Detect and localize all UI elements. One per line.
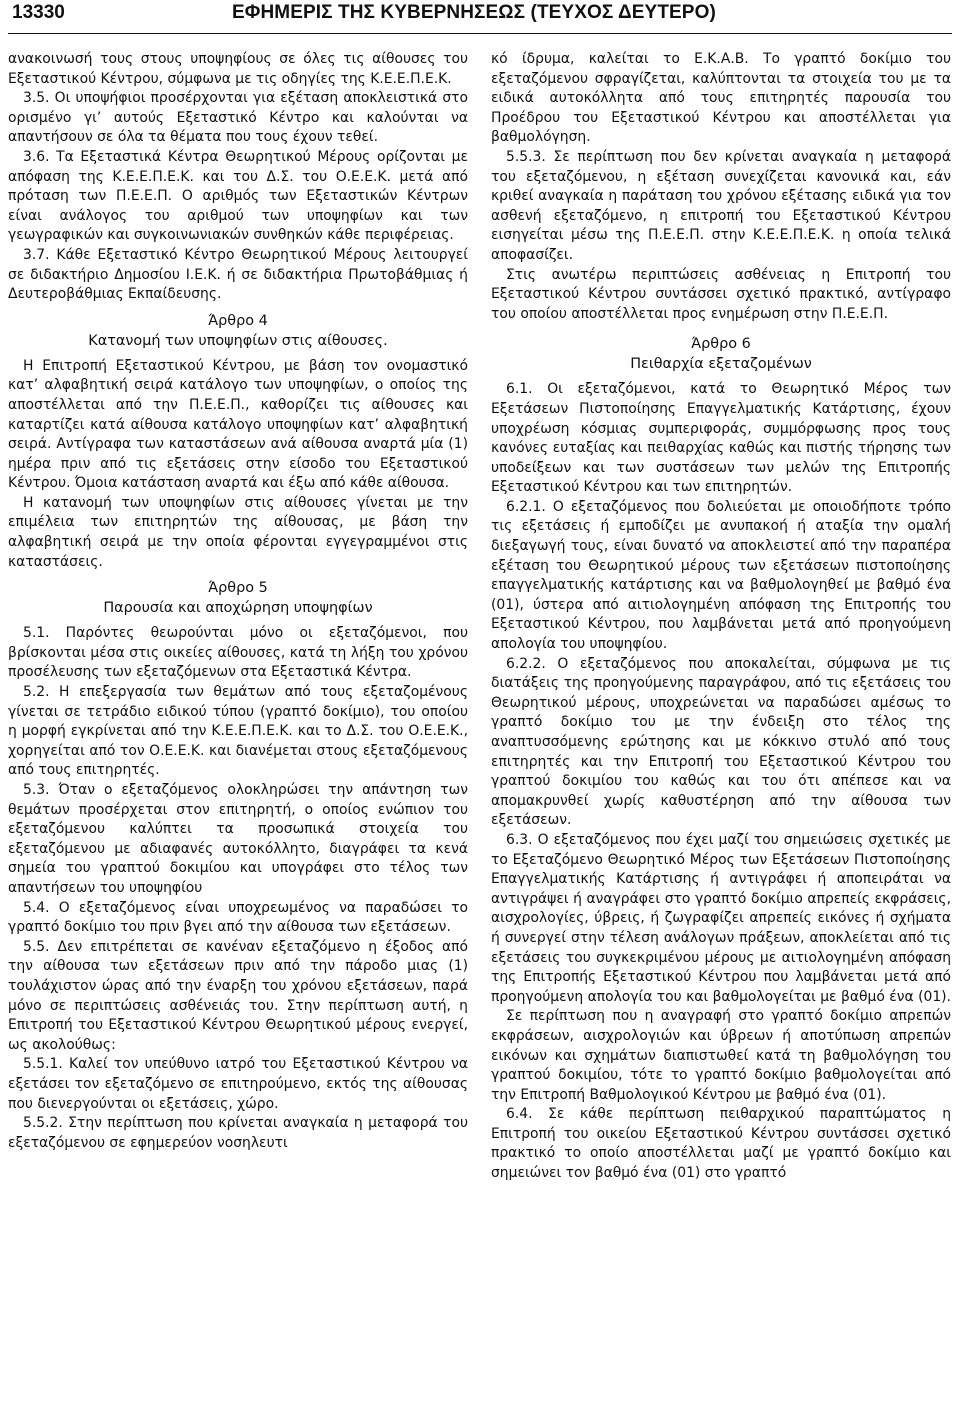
paragraph-5-4: 5.4. Ο εξεταζόμενος είναι υποχρεωμένος να παραδώσει το γραπτό δοκίμιο του πριν βγει από την αίθουσα των εξετάσεων. [8,899,468,936]
right-column [491,50,951,1184]
article-5-heading: Άρθρο 5 [208,580,268,597]
paragraph: κό ίδρυμα, καλείται το Ε.Κ.Α.Β. Το γραπτό δοκίμιο του εξεταζόμενου σφραγίζεται, καλύπτονται τα στοιχεία του με τα ειδικά αυτοκόλλητα από τους επιτηρητές παρουσία του Προέδρου του Εξεταστικού Κέντρου και αποστέλλεται για βαθμολόγηση. [491,51,951,146]
paragraph: Η κατανομή των υποψηφίων στις αίθουσες γίνεται με την επιμέλεια των επιτηρητών της αίθουσας, με βάση την αλφαβητική σειρά με την οποία φέρονται εγγεγραμμένοι στις καταστάσεις. [8,494,468,570]
paragraph-6-3: 6.3. Ο εξεταζόμενος που έχει μαζί του σημειώσεις σχετικές με το Εξεταζόμενο Θεωρητικό Μέρος των Εξετάσεων Πιστοποίησης Επαγγελματικής Κατάρτισης ή αντιγράφει ή αποπειράται να αντιγράψει ή αναγράφει στο γραπτό δοκίμιο απρεπείς εκφράσεις, αισχρολογίες, ύβρεις, ή ζωγραφίζει απρεπείς εικόνες ή σχήματα ή συνεργεί στην τέλεση ανάλογων πράξεων, αποκλείεται από τις εξετάσεις του συγκεκριμένου μέρους με αιτιολογημένη απόφαση της Επιτροπής Εξεταστικού Κέντρου που λαμβάνεται μετά από προηγούμενη απολογία του και βαθμολογείται με βαθμό ένα (01). [491,831,952,1005]
page-number: 13330 [12,2,65,23]
article-4-title: Κατανομή των υποψηφίων στις αίθουσες. [88,332,388,349]
paragraph: Σε περίπτωση που η αναγραφή στο γραπτό δοκίμιο απρεπών εκφράσεων, αισχρολογιών και ύβρεων ή αποτύπωση απρεπών εικόνων και σχημάτων διαπιστωθεί κατά τη βαθμολόγηση του γραπτού δοκιμίου, τότε το γραπτό δοκίμιο βαθμολογείται από την Επιτροπή Βαθμολογικού Κέντρου με βαθμό ένα (01). [491,1008,951,1103]
paragraph-6-1: 6.1. Οι εξεταζόμενοι, κατά το Θεωρητικό Μέρος των Εξετάσεων Πιστοποίησης Επαγγελματικής Κατάρτισης, έχουν υποχρέωση κόσμιας συμπεριφοράς, συμμόρφωσης προς τους κανόνες ευταξίας και πειθαρχίας καθώς και πιστής τήρησης των υποδείξεων και των συστάσεων των μελών της Επιτροπής Εξεταστικού Κέντρου και των επιτηρητών. [491,381,951,496]
page-header [8,0,952,36]
paragraph-6-2-1: 6.2.1. Ο εξεταζόμενος που δολιεύεται με οποιοδήποτε τρόπο τις εξετάσεις ή εμποδίζει με ανυπακοή ή αταξία την ομαλή διεξαγωγή τους, είναι δυνατό να αποκλειστεί από την παραπέρα εξέταση του Θεωρητικού μέρους των εξετάσεων πιστοποίησης επαγγελματικής κατάρτισης και να βαθμολογηθεί με βαθμό ένα (01), ύστερα από αιτιολογημένη απόφαση της Επιτροπής του Εξεταστικού Κέντρου, που λαμβάνεται μετά από προηγούμενη απολογία του υποψηφίου. [491,498,951,653]
paragraph: Στις ανωτέρω περιπτώσεις ασθένειας η Επιτροπή του Εξεταστικού Κέντρου συντάσσει σχετικό πρακτικό, αντίγραφο του οποίου αποστέλλεται προς ενημέρωση στην Π.Ε.Ε.Π. [491,266,951,322]
gazette-title: ΕΦΗΜΕΡΙΣ ΤΗΣ ΚΥΒΕΡΝΗΣΕΩΣ (ΤΕΥΧΟΣ ΔΕΥΤΕΡΟ) [232,2,716,23]
paragraph-5-2: 5.2. Η επεξεργασία των θεμάτων από τους εξεταζομένους γίνεται σε τετράδιο ειδικού τύπου (γραπτό δοκίμιο), του οποίου η μορφή εγκρίνεται από την Κ.Ε.Ε.Π.Ε.Κ. και το Δ.Σ. του Ο.Ε.Ε.Κ., χορηγείται από τον Ο.Ε.Ε.Κ. και διανέμεται στους εξεταζόμενους από τους επιτηρητές. [8,684,468,779]
article-4-heading: Άρθρο 4 [208,312,268,329]
paragraph-3-6: 3.6. Τα Εξεταστικά Κέντρα Θεωρητικού Μέρους ορίζονται με απόφαση της Κ.Ε.Ε.Π.Ε.Κ. και του Δ.Σ. του Ο.Ε.Ε.Κ. μετά από πρόταση των Π.Ε.Ε.Π. Ο αριθμός των Εξεταστικών Κέντρων είναι ανάλογος του αριθμού των υποψηφίων και των γεωγραφικών και συγκοινωνιακών συνθηκών κάθε περιφέρειας. [8,148,468,244]
paragraph-5-3: 5.3. Όταν ο εξεταζόμενος ολοκληρώσει την απάντηση των θεμάτων προσέρχεται στον επιτηρητή, ο οποίος ενώπιον του εξεταζόμενου καλύπτει τα προσωπικά στοιχεία του εξεταζόμενου με αδιαφανές αυτοκόλλητο, διαγράφει τα κενά σημεία του γραπτού δοκιμίου και υπογράφει στο τέλος των απαντήσεων του υποψηφίου [8,782,468,896]
paragraph-5-5-1: 5.5.1. Καλεί τον υπεύθυνο ιατρό του Εξεταστικού Κέντρου να εξετάσει τον εξεταζόμενο σε επιτηρούμενο, εκτός της αίθουσας που διενεργούνται οι εξετάσεις, χώρο. [8,1056,468,1112]
article-5-title: Παρουσία και αποχώρηση υποψηφίων [103,600,373,617]
paragraph-5-5: 5.5. Δεν επιτρέπεται σε κανέναν εξεταζόμενο η έξοδος από την αίθουσα των εξετάσεων πριν από την πάροδο μιας (1) τουλάχιστον ώρας από την έναρξη του χρόνου εξετάσεων, παρά μόνο σε περιπτώσεις ασθένειάς του. Στην περίπτωση αυτή, η Επιτροπή του Εξεταστικού Κέντρου Θεωρητικού μέρους ενεργεί, ως ακολούθως: [8,938,468,1053]
paragraph-6-4: 6.4. Σε κάθε περίπτωση πειθαρχικού παραπτώματος η Επιτροπή του οικείου Εξεταστικού Κέντρου συντάσσει σχετικό πρακτικό το οποίο αποστέλλεται μαζί με γραπτό δοκίμιο και σημειώνει τον βαθμό ένα (01) στο γραπτό [491,1106,951,1182]
paragraph: Η Επιτροπή Εξεταστικού Κέντρου, με βάση τον ονομαστικό κατ’ αλφαβητική σειρά κατάλογο των υποψηφίων, ο οποίος της αποστέλλεται από την Π.Ε.Ε.Π., καθορίζει τις αίθουσες και καταρτίζει κατά αίθουσα κατάλογο υποψηφίων κατ’ αλφαβητική σειρά. Αντίγραφα των καταστάσεων ανά αίθουσα αναρτά μία (1) ημέρα πριν από τις εξετάσεις στην είσοδο του Εξεταστικού Κέντρου. Όμοια κατάσταση αναρτά και έξω από κάθε αίθουσα. [8,357,468,492]
paragraph-5-1: 5.1. Παρόντες θεωρούνται μόνο οι εξεταζόμενοι, που βρίσκονται μέσα στις οικείες αίθουσες, κατά τη λήξη του χρόνου προσέλευσης των εξεταζόμενων στα Εξεταστικά Κέντρα. [8,625,468,681]
paragraph-5-5-2: 5.5.2. Στην περίπτωση που κρίνεται αναγκαία η μεταφορά του εξεταζόμενου σε εφημερεύον νοσηλευτι [8,1115,468,1151]
article-6-heading: Άρθρο 6 [691,336,751,353]
paragraph-3-5: 3.5. Οι υποψήφιοι προσέρχονται για εξέταση αποκλειστικά στο ορισμένο γι’ αυτούς Εξεταστικό Κέντρο και καλούνται να απαντήσουν σε όλα τα θέματα που τους έχουν τεθεί. [8,90,468,146]
paragraph-5-5-3: 5.5.3. Σε περίπτωση που δεν κρίνεται αναγκαία η μεταφορά του εξεταζόμενου, η εξέταση συνεχίζεται κανονικά και, εάν κριθεί αναγκαία η παράταση του χρόνου εξέτασης ειδικά για τον ασθενή εξεταζόμενο, η επιτροπή του Εξεταστικού Κέντρου εισηγείται μέσω της Π.Ε.Ε.Π. στην Κ.Ε.Ε.Π.Ε.Κ. η οποία τελικά αποφασίζει. [491,148,951,263]
paragraph-6-2-2: 6.2.2. Ο εξεταζόμενος που αποκαλείται, σύμφωνα με τις διατάξεις της προηγούμενης παραγράφου, από τις εξετάσεις του Θεωρητικού μέρους, υποχρεώνεται να παραδώσει αμέσως το γραπτό δοκίμιο του με την ένδειξη στο τέλος της αναπτυσσόμενης ερώτησης και με κόκκινο στυλό από τους επιτηρητές και την Επιτροπή του Εξεταστικού Κέντρου του γραπτού δοκιμίου του καθώς και του ότι απέπεσε και να απομακρυνθεί χωρίς καθυστέρηση από την αίθουσα των εξετάσεων. [491,655,951,829]
article-6-title: Πειθαρχία εξεταζομένων [630,356,812,373]
left-column [8,50,468,1153]
paragraph-3-7: 3.7. Κάθε Εξεταστικό Κέντρο Θεωρητικού Μέρους λειτουργεί σε διδακτήριο Δημοσίου Ι.Ε.Κ. ή σε διδακτήρια Πρωτοβάθμιας ή Δευτεροβάθμιας Εκπαίδευσης. [8,246,468,303]
header-rule [8,33,952,34]
paragraph: ανακοινωσή τους στους υποψηφίους σε όλες τις αίθουσες του Εξεταστικού Κέντρου, σύμφωνα με τις οδηγίες της Κ.Ε.Ε.Π.Ε.Κ. [8,51,468,87]
